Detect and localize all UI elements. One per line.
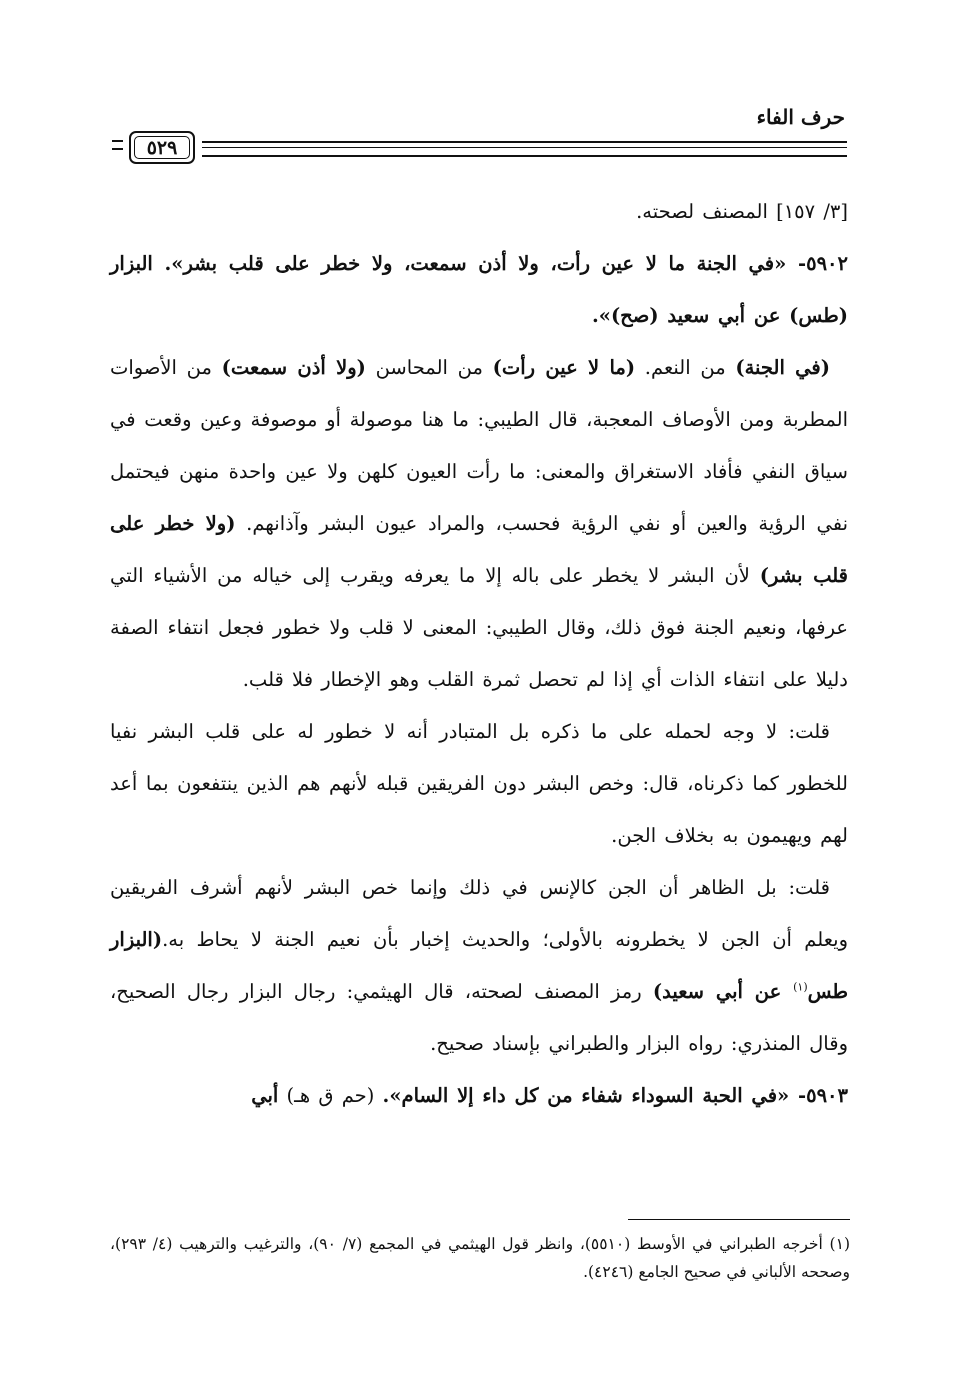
commentary-paragraph: [110, 862, 848, 1070]
commentary-text: من الأصوات المطربة ومن الأوصاف المعجبة، قال الطيبي: ما هنا موصولة أو موصوفة وعين وقعت في سياق النفي فأفاد الاستغراق والمعنى: ما رأت العيون كلهن ولا عين واحدة منهن فيحتمل نفي الرؤية والعين أو نفي الرؤية فحسب، والمراد عيون البشر وآذانهم.: [110, 356, 848, 535]
commentary-paragraph: قلت: لا وجه لحمله على ما ذكره بل المتبادر أنه لا خطور له على قلب البشر نفيا للخطور كما ذكرناه، قال: وخص البشر دون الفريقين قبله لأنهم هم الذين ينتفعون بما أعد لهم ويهيمون به بخلاف الجن.: [110, 720, 848, 847]
header-rule: [202, 141, 847, 157]
commentary-paragraph: [110, 342, 848, 706]
hadith-source: (حم ق هـ): [278, 1084, 383, 1107]
running-title: حرف الفاء: [756, 105, 845, 129]
source-citation: (البزار طس: [110, 928, 848, 1003]
commentary-text: لأن البشر لا يخطر على باله إلا ما يعرفه ويقرب إلى خياله من الأشياء التي عرفها، ونعيم الجنة فوق ذلك، وقال الطيبي: المعنى لا قلب ولا خطور فجعل انتفاء الصفة دليلا على انتفاء الذات أي إذا لم تحصل ثمرة القلب وهو الإخطار فلا قلب.: [110, 564, 848, 691]
footnote-1: (١) أخرجه الطبراني في الأوسط (٥٥١٠)، وانظر قول الهيثمي في المجمع (٧/ ٩٠)، والترغيب والترهيب (٤/ ٢٩٣)، وصححه الألباني في صحيح الجامع (٤٢٤٦).: [110, 1235, 850, 1281]
hadith-text: «في الجنة ما لا عين رأت، ولا أذن سمعت، ولا خطر على قلب بشر». البزار (طس) عن أبي سعيد (صح)».: [110, 252, 848, 327]
page-number: [129, 131, 195, 164]
commentary-text: من المحاسن: [365, 356, 493, 379]
quoted-phrase: (ولا خطر على قلب بشر): [110, 512, 848, 587]
main-text: [110, 186, 848, 1122]
hadith-text: «في الحبة السوداء شفاء من كل داء إلا السام».: [382, 1084, 790, 1107]
quoted-phrase: (في الجنة): [735, 356, 830, 379]
hadith-5902: [110, 238, 848, 342]
hadith-number: ٥٩٠٣-: [789, 1084, 848, 1107]
commentary-text: رمز المصنف لصحته، قال الهيثمي: رجال البزار رجال الصحيح، وقال المنذري: رواه البزار والطبراني بإسناد صحيح.: [110, 980, 848, 1055]
footnote-separator: [628, 1219, 850, 1220]
hadith-number: ٥٩٠٢-: [786, 252, 848, 275]
footnote-marker[interactable]: (١): [793, 980, 808, 994]
quoted-phrase: (ولا أذن سمعت): [221, 356, 366, 379]
page-number-text: ٥٢٩: [146, 136, 178, 159]
source-citation: عن أبي سعيد): [652, 980, 794, 1003]
header-rule-end: [112, 140, 123, 150]
commentary-text: من النعم.: [635, 356, 736, 379]
commentary-text: قلت: بل الظاهر أن الجن كالإنس في ذلك وإنما خص البشر لأنهم أشرف الفريقين ويعلم أن الجن لا يخطرونه بالأولى؛ والحديث إخبار بأن نعيم الجنة لا يحاط به.: [110, 876, 848, 951]
hadith-5903: [110, 1070, 848, 1122]
quoted-phrase: (ما لا عين رأت): [492, 356, 636, 379]
footnotes: [110, 1230, 850, 1286]
paragraph-continuation: [٣/ ١٥٧] المصنف لصحته.: [636, 200, 848, 223]
hadith-narrator: أبي: [251, 1084, 279, 1107]
